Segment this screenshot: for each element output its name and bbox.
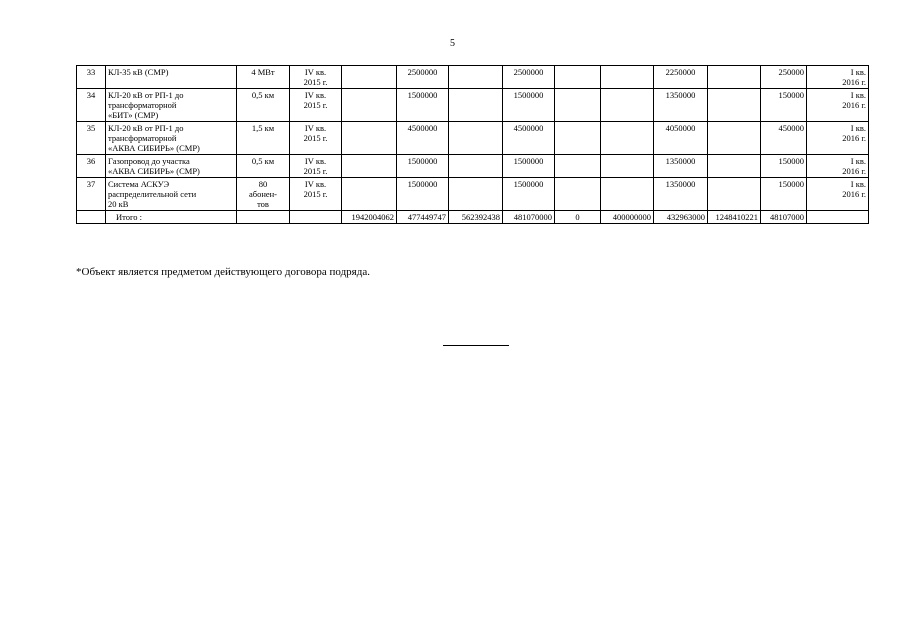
start-period: IV кв. 2015 г. bbox=[290, 89, 342, 122]
object-name: КЛ-20 кВ от РП-1 до трансформаторной «АКВА СИБИРЬ» (СМР) bbox=[106, 122, 237, 155]
total-value: 0 bbox=[555, 211, 601, 224]
cell: 4050000 bbox=[654, 122, 708, 155]
cell bbox=[807, 211, 869, 224]
capacity: 1,5 км bbox=[237, 122, 290, 155]
cell: 2500000 bbox=[503, 66, 555, 89]
table-row bbox=[77, 122, 869, 155]
cell bbox=[449, 178, 503, 211]
cell: 450000 bbox=[761, 122, 807, 155]
cell bbox=[601, 122, 654, 155]
total-value: 1248410221 bbox=[708, 211, 761, 224]
cell: 150000 bbox=[761, 155, 807, 178]
cell: 4500000 bbox=[503, 122, 555, 155]
total-value: 481070000 bbox=[503, 211, 555, 224]
capacity: 80 абонен- тов bbox=[237, 178, 290, 211]
cell bbox=[342, 155, 397, 178]
end-period: I кв. 2016 г. bbox=[807, 66, 869, 89]
object-name: Система АСКУЭ распределительной сети 20 кВ bbox=[106, 178, 237, 211]
cell bbox=[449, 155, 503, 178]
cell bbox=[555, 178, 601, 211]
cell bbox=[601, 66, 654, 89]
cell: 1500000 bbox=[397, 155, 449, 178]
start-period: IV кв. 2015 г. bbox=[290, 66, 342, 89]
table-row bbox=[77, 178, 869, 211]
object-name: КЛ-20 кВ от РП-1 до трансформаторной «БИТ» (СМР) bbox=[106, 89, 237, 122]
cell bbox=[555, 66, 601, 89]
row-number: 36 bbox=[77, 155, 106, 178]
cell bbox=[449, 66, 503, 89]
cell bbox=[601, 178, 654, 211]
cell bbox=[708, 178, 761, 211]
cell bbox=[290, 211, 342, 224]
total-value: 432963000 bbox=[654, 211, 708, 224]
cell: 150000 bbox=[761, 89, 807, 122]
cell: 4500000 bbox=[397, 122, 449, 155]
closing-rule bbox=[443, 345, 509, 346]
cell: 1350000 bbox=[654, 89, 708, 122]
cell bbox=[708, 89, 761, 122]
cell bbox=[237, 211, 290, 224]
cell bbox=[601, 155, 654, 178]
row-number: 35 bbox=[77, 122, 106, 155]
cell bbox=[342, 122, 397, 155]
cell: 1500000 bbox=[397, 89, 449, 122]
cell bbox=[77, 211, 106, 224]
cell bbox=[601, 89, 654, 122]
total-value: 400000000 bbox=[601, 211, 654, 224]
cell bbox=[342, 178, 397, 211]
total-value: 477449747 bbox=[397, 211, 449, 224]
table-row bbox=[77, 89, 869, 122]
total-row bbox=[77, 211, 869, 224]
page-number: 5 bbox=[450, 38, 455, 49]
cell: 1350000 bbox=[654, 178, 708, 211]
table-row bbox=[77, 155, 869, 178]
start-period: IV кв. 2015 г. bbox=[290, 155, 342, 178]
start-period: IV кв. 2015 г. bbox=[290, 178, 342, 211]
total-value: 1942004062 bbox=[342, 211, 397, 224]
cell: 1500000 bbox=[503, 89, 555, 122]
cell bbox=[708, 66, 761, 89]
end-period: I кв. 2016 г. bbox=[807, 89, 869, 122]
investment-table bbox=[76, 65, 869, 224]
row-number: 33 bbox=[77, 66, 106, 89]
cell bbox=[555, 155, 601, 178]
cell bbox=[449, 89, 503, 122]
cell: 250000 bbox=[761, 66, 807, 89]
cell: 2250000 bbox=[654, 66, 708, 89]
footnote: *Объект является предметом действующего договора подряда. bbox=[76, 266, 370, 278]
capacity: 4 МВт bbox=[237, 66, 290, 89]
row-number: 37 bbox=[77, 178, 106, 211]
cell: 1500000 bbox=[503, 155, 555, 178]
cell bbox=[555, 122, 601, 155]
object-name: КЛ-35 кВ (СМР) bbox=[106, 66, 237, 89]
cell: 2500000 bbox=[397, 66, 449, 89]
cell bbox=[342, 89, 397, 122]
start-period: IV кв. 2015 г. bbox=[290, 122, 342, 155]
cell: 1350000 bbox=[654, 155, 708, 178]
capacity: 0,5 км bbox=[237, 155, 290, 178]
cell bbox=[449, 122, 503, 155]
total-value: 48107000 bbox=[761, 211, 807, 224]
end-period: I кв. 2016 г. bbox=[807, 178, 869, 211]
cell: 1500000 bbox=[503, 178, 555, 211]
table-row bbox=[77, 66, 869, 89]
total-value: 562392438 bbox=[449, 211, 503, 224]
end-period: I кв. 2016 г. bbox=[807, 155, 869, 178]
total-label: Итого : bbox=[106, 211, 237, 224]
cell bbox=[708, 155, 761, 178]
cell bbox=[708, 122, 761, 155]
cell: 150000 bbox=[761, 178, 807, 211]
row-number: 34 bbox=[77, 89, 106, 122]
capacity: 0,5 км bbox=[237, 89, 290, 122]
object-name: Газопровод до участка «АКВА СИБИРЬ» (СМР) bbox=[106, 155, 237, 178]
cell: 1500000 bbox=[397, 178, 449, 211]
cell bbox=[342, 66, 397, 89]
end-period: I кв. 2016 г. bbox=[807, 122, 869, 155]
cell bbox=[555, 89, 601, 122]
